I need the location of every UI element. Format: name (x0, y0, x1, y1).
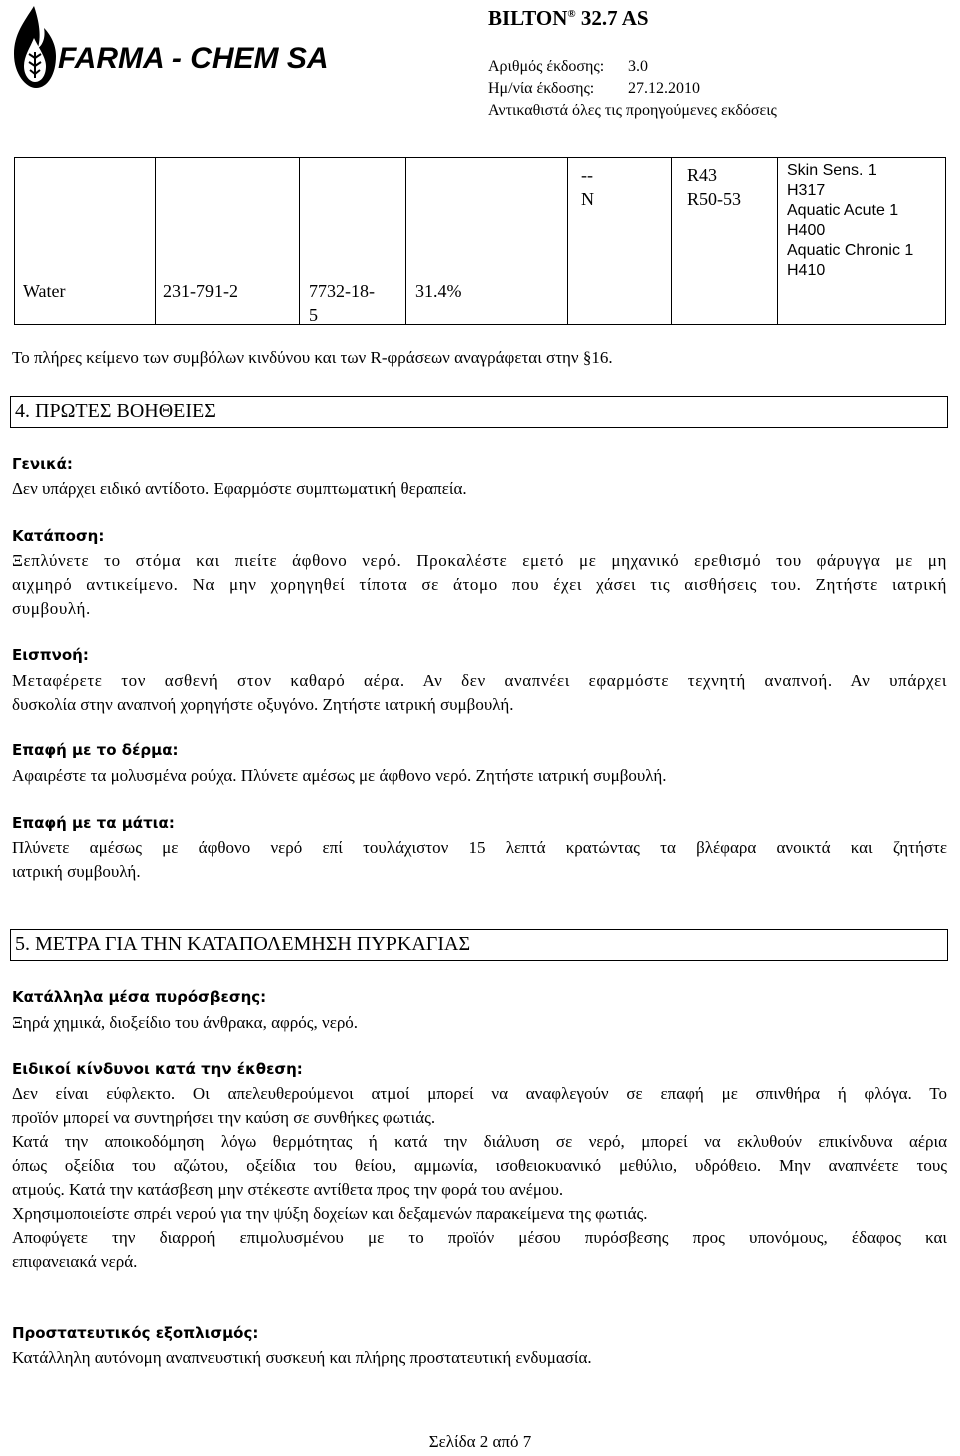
inhalation-heading: Εισπνοή: (12, 646, 89, 664)
table-divider (567, 158, 568, 324)
special-hazards-text: Κατά την αποικοδόμηση λόγω θερμότητας ή κατά την διάλυση σε νερό, μπορεί να εκλυθούν επικίνδυνα αέρια (12, 1132, 947, 1151)
r-phrase-line1: R43 (687, 165, 718, 185)
special-hazards-text: προϊόν μπορεί να συντηρήσει την καύση σε συνθήκες φωτιάς. (12, 1108, 436, 1127)
table-divider (405, 158, 406, 324)
hazard-symbol-line2: N (581, 189, 594, 209)
special-hazards-text: Αποφύγετε την διαρροή επιμολυσμένου με το προϊόν μέσου πυρόσβεσης προς υπονόμους, έδαφος και (12, 1228, 947, 1247)
table-divider (299, 158, 300, 324)
clp-classification: H400 (787, 222, 826, 239)
skin-contact-text: Αφαιρέστε τα μολυσμένα ρούχα. Πλύνετε αμέσως με άφθονο νερό. Ζητήστε ιατρική συμβουλή. (12, 766, 667, 785)
hazard-symbol-line1: -- (581, 165, 593, 185)
concentration: 31.4% (415, 281, 462, 301)
ec-number: 231-791-2 (163, 281, 238, 301)
eye-contact-text: ιατρική συμβουλή. (12, 862, 141, 881)
r-phrase-line2: R50-53 (687, 189, 741, 209)
extinguishing-media-heading: Κατάλληλα μέσα πυρόσβεσης: (12, 988, 267, 1006)
special-hazards-text: επιφανειακά νερά. (12, 1252, 138, 1271)
composition-table (14, 157, 946, 325)
general-heading: Γενικά: (12, 455, 73, 473)
extinguishing-media-text: Ξηρά χημικά, διοξείδιο του άνθρακα, αφρός, νερό. (12, 1013, 359, 1032)
ingestion-text: Ξεπλύνετε το στόμα και πιείτε άφθονο νερό. Προκαλέστε εμετό με μηχανικό ερεθισμό του φάρυγγα με μη (12, 551, 947, 570)
cas-number-line1: 7732-18- (309, 281, 375, 301)
substance-name: Water (23, 281, 66, 301)
special-hazards-text: όπως οξείδια του αζώτου, οξείδια του θείου, αμμωνία, ισοθειοκυανικό μεθύλιο, υδρόθειο. Μην αναπνέετε τους (12, 1156, 947, 1175)
table-divider (777, 158, 778, 324)
inhalation-text: Μεταφέρετε τον ασθενή στον καθαρό αέρα. Αν δεν αναπνέει εφαρμόστε τεχνητή αναπνοή. Αν υπάρχει (12, 671, 947, 690)
inhalation-text: δυσκολία στην αναπνοή χορηγήστε οξυγόνο. Ζητήστε ιατρική συμβουλή. (12, 695, 514, 714)
special-hazards-text: ατμούς. Κατά την κατάσβεση μην στέκεστε αντίθετα προς την φορά του ανέμου. (12, 1180, 564, 1199)
clp-classification: H317 (787, 182, 826, 199)
general-text: Δεν υπάρχει ειδικό αντίδοτο. Εφαρμόστε συμπτωματική θεραπεία. (12, 479, 467, 498)
clp-classification: Aquatic Acute 1 (787, 202, 899, 219)
date-label: Ημ/νία έκδοσης: (488, 80, 595, 97)
special-hazards-heading: Ειδικοί κίνδυνοι κατά την έκθεση: (12, 1060, 303, 1078)
brand-name: FARMA - CHEM SA (58, 42, 329, 75)
protective-equipment-heading: Προστατευτικός εξοπλισμός: (12, 1324, 259, 1342)
skin-contact-heading: Επαφή με το δέρμα: (12, 741, 179, 759)
ingestion-text: συμβουλή. (12, 599, 91, 618)
clp-classification: Aquatic Chronic 1 (787, 242, 914, 259)
ingestion-heading: Κατάποση: (12, 527, 105, 545)
section-4-heading: 4. ΠΡΩΤΕΣ ΒΟΗΘΕΙΕΣ (10, 396, 948, 428)
protective-equipment-text: Κατάλληλη αυτόνομη αναπνευστική συσκευή και πλήρης προστατευτική ενδυμασία. (12, 1348, 592, 1367)
eye-contact-heading: Επαφή με τα μάτια: (12, 814, 175, 832)
eye-contact-text: Πλύνετε αμέσως με άφθονο νερό επί τουλάχιστον 15 λεπτά κρατώντας τα βλέφαρα ανοικτά και ζητήστε (12, 838, 947, 857)
clp-classification: Skin Sens. 1 (787, 162, 877, 179)
special-hazards-text: Χρησιμοποιείστε σπρέι νερού για την ψύξη δοχείων και δεξαμενών παρακείμενα της φωτιάς. (12, 1204, 648, 1223)
product-title: BILTON® 32.7 AS (488, 6, 649, 30)
table-divider (671, 158, 672, 324)
cas-number-line2: 5 (309, 305, 318, 325)
version-value: 3.0 (628, 58, 648, 75)
special-hazards-text: Δεν είναι εύφλεκτο. Οι απελευθερούμενοι ατμοί μπορεί να αναφλεγούν σε επαφή με σπινθήρα ή φλόγα. Το (12, 1084, 947, 1103)
section-5-heading: 5. ΜΕΤΡΑ ΓΙΑ ΤΗΝ ΚΑΤΑΠΟΛΕΜΗΣΗ ΠΥΡΚΑΓΙΑΣ (10, 929, 948, 961)
table-footnote: Το πλήρες κείμενο των συμβόλων κινδύνου και των R-φράσεων αναγράφεται στην §16. (12, 348, 613, 367)
replaces-note: Αντικαθιστά όλες τις προηγούμενες εκδόσεις (488, 102, 777, 119)
table-divider (155, 158, 156, 324)
ingestion-text: αιχμηρό αντικείμενο. Να μην χορηγηθεί τίποτα σε άτομο που έχει χάσει τις αισθήσεις του. Ζητήστε ιατρική (12, 575, 947, 594)
clp-classification: H410 (787, 262, 826, 279)
page-number: Σελίδα 2 από 7 (428, 1432, 532, 1451)
date-value: 27.12.2010 (628, 80, 700, 97)
version-label: Αριθμός έκδοσης: (488, 58, 605, 75)
